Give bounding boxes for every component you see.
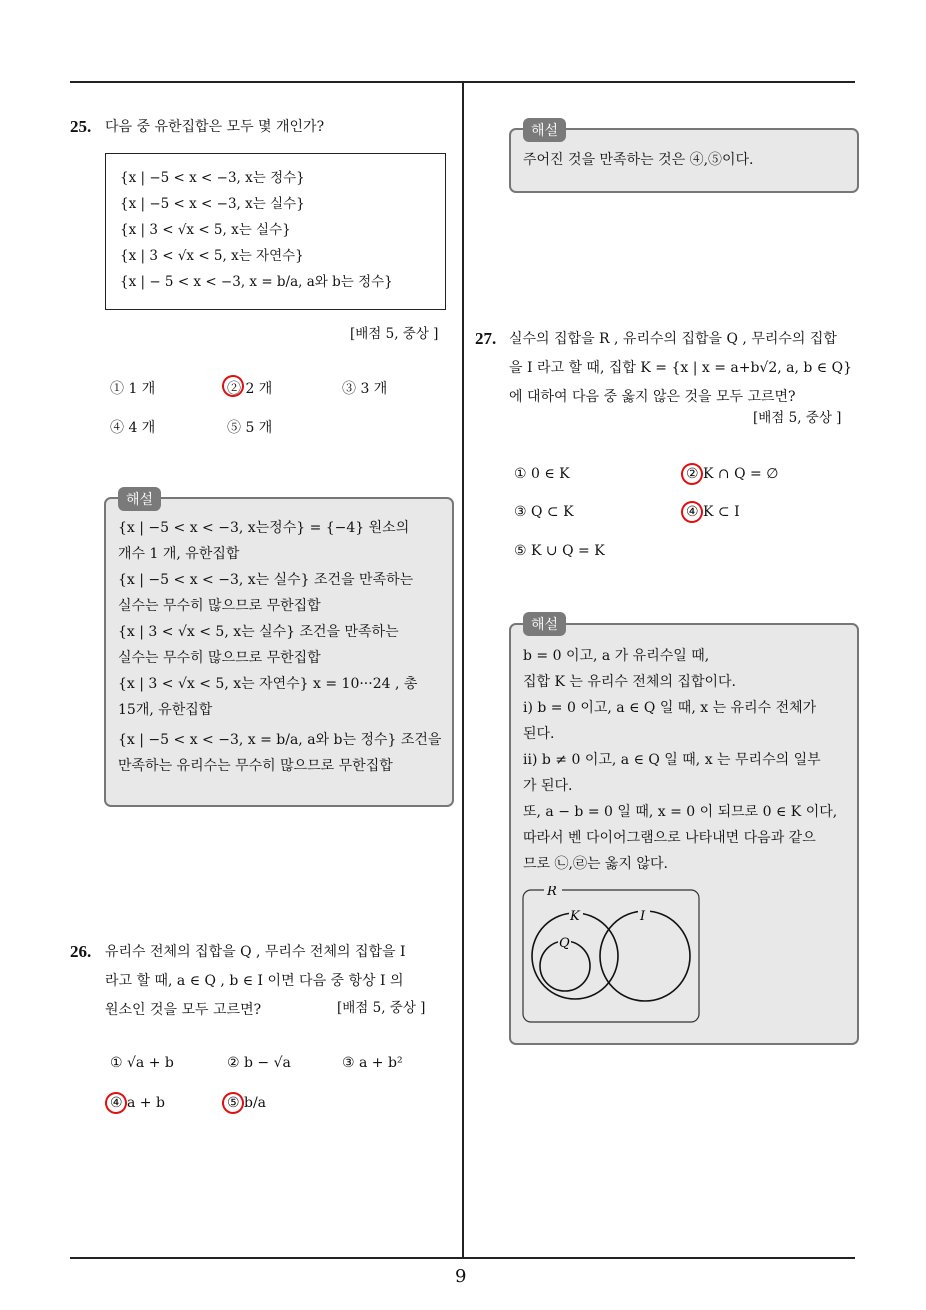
q27-choice-1[interactable]: ① 0 ∈ K	[514, 466, 570, 482]
solution-line: ⅰ) b = 0 이고, a ∈ Q 일 때, x 는 유리수 전체가	[523, 700, 817, 716]
solution-line: {x | −5 < x < −3, x = b/a, a와 b는 정수} 조건을	[118, 732, 442, 748]
set-line: {x | −5 < x < −3, x는 실수}	[120, 196, 305, 212]
set-line: {x | −5 < x < −3, x는 정수}	[120, 170, 305, 186]
q25-text: 다음 중 유한집합은 모두 몇 개인가?	[105, 119, 325, 135]
answer-mark-icon	[677, 459, 706, 488]
q27-line: 실수의 집합을 R , 유리수의 집합을 Q , 무리수의 집합	[509, 331, 837, 347]
venn-set-I	[600, 911, 690, 1001]
q26-line: 라고 할 때, a ∈ Q , b ∈ I 이면 다음 중 항상 I 의	[105, 973, 404, 989]
q26-line: 원소인 것을 모두 고르면?	[105, 1002, 262, 1018]
solution-line: {x | −5 < x < −3, x는정수} = {−4} 원소의	[118, 520, 410, 536]
q26-solution-text: 주어진 것을 만족하는 것은 ④,⑤이다.	[523, 152, 754, 168]
solution-line: 따라서 벤 다이어그램으로 나타내면 다음과 같으	[523, 830, 816, 846]
q27-solution-box	[509, 623, 859, 1045]
answer-mark-icon	[677, 497, 706, 526]
q26-points: [배점 5, 중상 ]	[337, 1000, 426, 1016]
solution-line: 된다.	[523, 726, 555, 742]
q27-choice-4[interactable]: ④ K ⊂ I	[686, 504, 740, 520]
bottom-rule	[70, 1257, 855, 1259]
solution-line: 15개, 유한집합	[118, 702, 213, 718]
solution-line: {x | 3 < √x < 5, x는 자연수} x = 10···24 , 총	[118, 676, 418, 692]
solution-line: 가 된다.	[523, 778, 573, 794]
q26-choice-5[interactable]: ⑤ b/a	[227, 1095, 267, 1111]
q27-line: 을 I 라고 할 때, 집합 K = {x | x = a+b√2, a, b ∈ Q}	[509, 360, 853, 376]
q25-number: 25.	[70, 117, 92, 136]
venn-label-Q: Q	[559, 936, 570, 951]
solution-line: {x | 3 < √x < 5, x는 실수} 조건을 만족하는	[118, 624, 399, 640]
column-divider	[462, 82, 464, 1258]
q25-points: [배점 5, 중상 ]	[350, 326, 439, 342]
venn-set-K	[532, 913, 618, 999]
q26-choice-2[interactable]: ② b − √a	[227, 1055, 291, 1071]
q26-choice-1[interactable]: ① √a + b	[110, 1055, 174, 1071]
set-line: {x | 3 < √x < 5, x는 자연수}	[120, 248, 304, 264]
solution-line: 실수는 무수히 많으므로 무한집합	[118, 650, 321, 666]
q26-line: 유리수 전체의 집합을 Q , 무리수 전체의 집합을 I	[105, 944, 406, 960]
q25-solution-text	[118, 515, 441, 779]
q26-solution-tag: 해설	[523, 118, 566, 142]
q26-number: 26.	[70, 942, 92, 961]
q25-choice-4[interactable]: ④ 4 개	[110, 420, 156, 436]
solution-line: 개수 1 개, 유한집합	[118, 546, 240, 562]
q25-choice-2[interactable]: ② 2 개	[227, 381, 273, 397]
solution-line: 실수는 무수히 많으므로 무한집합	[118, 598, 321, 614]
q26-choice-3[interactable]: ③ a + b²	[342, 1055, 403, 1071]
page-number: 9	[455, 1266, 467, 1287]
solution-line: 집합 K 는 유리수 전체의 집합이다.	[523, 674, 736, 690]
set-line: {x | 3 < √x < 5, x는 실수}	[120, 222, 291, 238]
solution-line: 만족하는 유리수는 무수히 많으므로 무한집합	[118, 758, 393, 774]
q27-solution-text	[523, 643, 837, 877]
q25-solution-tag: 해설	[118, 487, 161, 511]
answer-mark-icon	[101, 1088, 130, 1117]
answer-mark-icon	[218, 1088, 247, 1117]
venn-universe-R	[523, 890, 699, 1022]
q27-points: [배점 5, 중상 ]	[753, 410, 842, 426]
set-line: {x | − 5 < x < −3, x = b/a, a와 b는 정수}	[120, 274, 393, 290]
q26-choice-4[interactable]: ④ a + b	[110, 1095, 165, 1111]
q25-solution-box	[104, 497, 454, 807]
q27-choice-3[interactable]: ③ Q ⊂ K	[514, 504, 574, 520]
q25-choice-3[interactable]: ③ 3 개	[342, 381, 388, 397]
solution-line: 므로 ㉡,㉣는 옳지 않다.	[523, 856, 668, 872]
q25-choice-5[interactable]: ⑤ 5 개	[227, 420, 273, 436]
q27-solution-tag: 해설	[523, 612, 566, 636]
q27-number: 27.	[475, 329, 497, 348]
venn-label-K: K	[570, 909, 580, 924]
q27-choice-5[interactable]: ⑤ K ∪ Q = K	[514, 543, 605, 559]
solution-line: {x | −5 < x < −3, x는 실수} 조건을 만족하는	[118, 572, 414, 588]
venn-label-R: R	[547, 886, 557, 899]
q27-choice-2[interactable]: ② K ∩ Q = ∅	[686, 466, 779, 482]
solution-line: 또, a − b = 0 일 때, x = 0 이 되므로 0 ∈ K 이다,	[523, 804, 838, 820]
solution-line: ⅱ) b ≠ 0 이고, a ∈ Q 일 때, x 는 무리수의 일부	[523, 752, 821, 768]
q27-line: 에 대하여 다음 중 옳지 않은 것을 모두 고르면?	[509, 389, 796, 405]
q25-sets-box	[105, 153, 446, 310]
q27-text	[509, 325, 859, 412]
venn-diagram	[522, 886, 702, 1026]
solution-line: b = 0 이고, a 가 유리수일 때,	[523, 648, 710, 664]
q25-choice-1[interactable]: ① 1 개	[110, 381, 156, 397]
venn-label-I: I	[640, 909, 646, 924]
